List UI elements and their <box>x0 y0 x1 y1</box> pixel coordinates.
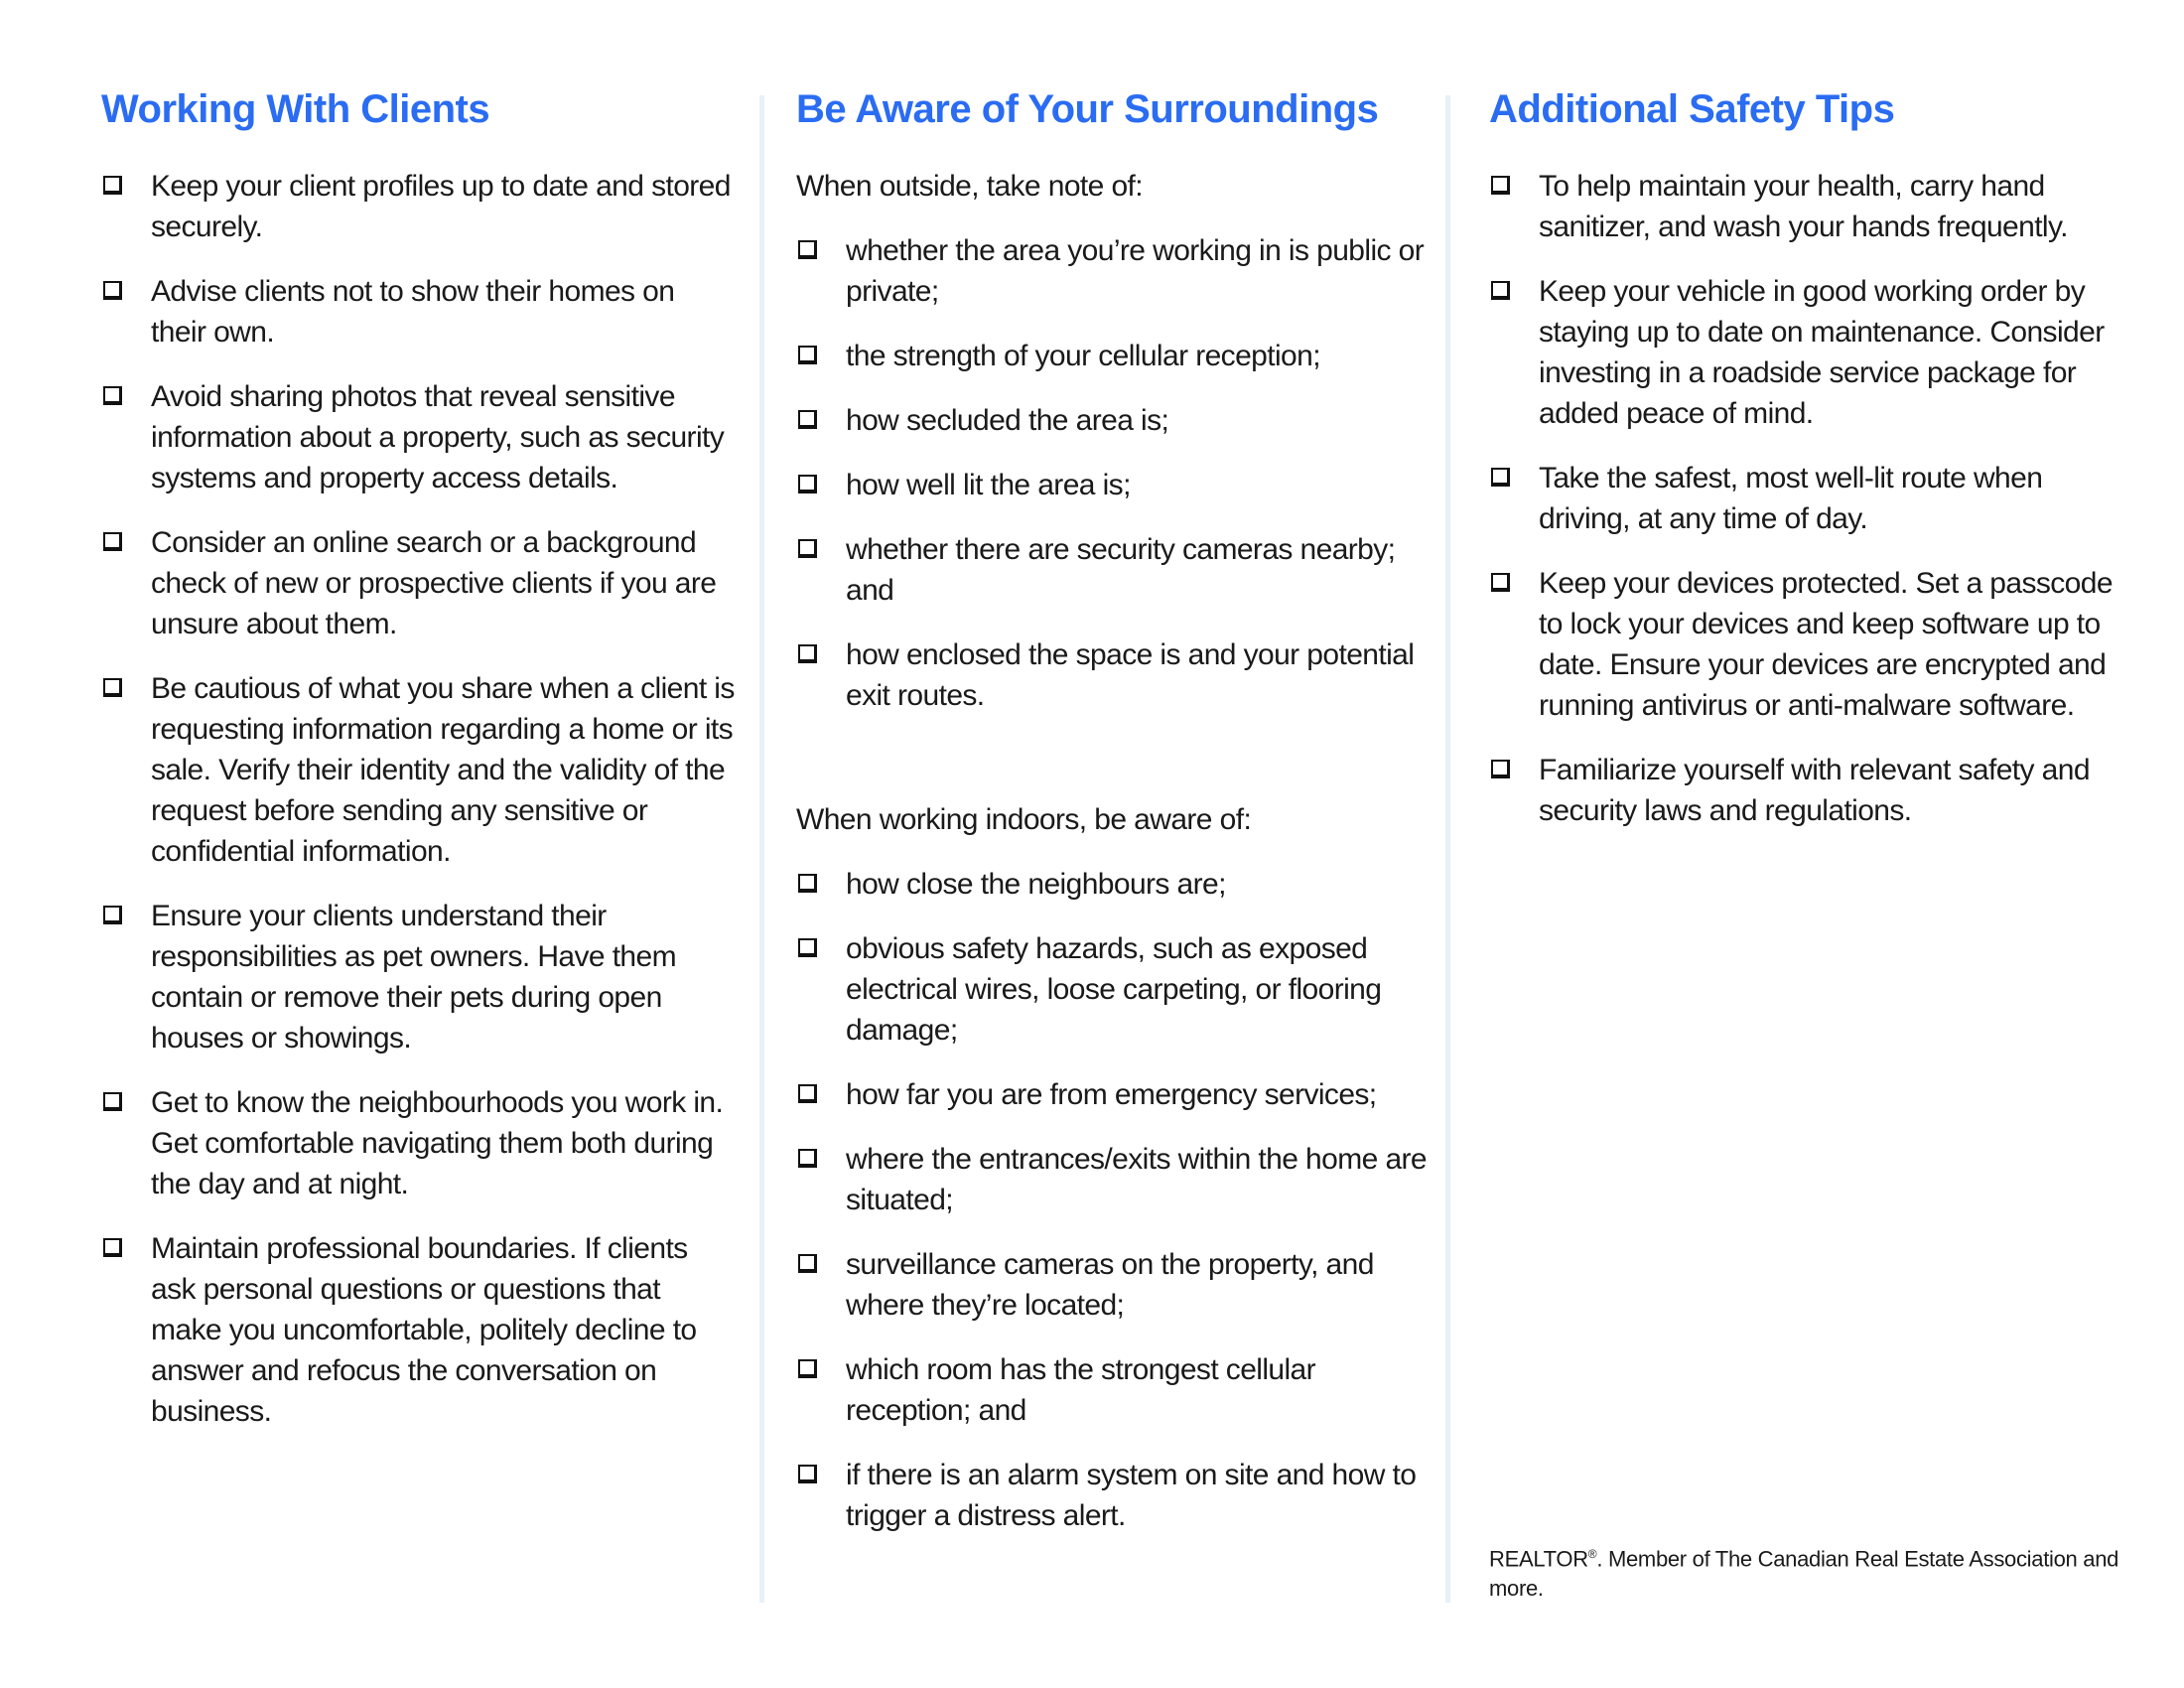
column-divider <box>759 95 764 1603</box>
item-text: To help maintain your health, carry hand sanitizer, and wash your hands frequently. <box>1539 170 2068 243</box>
checklist-item <box>101 271 737 352</box>
column-divider <box>1445 95 1450 1603</box>
checklist <box>1489 166 2124 831</box>
checklist-item <box>101 668 737 872</box>
checklist-item <box>101 1082 737 1204</box>
checkbox-icon <box>798 644 817 663</box>
item-text: Familiarize yourself with relevant safety and security laws and regulations. <box>1539 754 2090 827</box>
item-text: Take the safest, most well-lit route when driving, at any time of day. <box>1539 462 2043 535</box>
item-text: Maintain professional boundaries. If clients ask personal questions or questions that make you uncomfortable, politely decline to answer and refocus the conversation on business. <box>151 1232 697 1428</box>
item-text: how enclosed the space is and your potential exit routes. <box>846 638 1415 712</box>
checklist-item <box>1489 458 2124 539</box>
item-text: where the entrances/exits within the home are situated; <box>846 1143 1427 1216</box>
section-heading: Working With Clients <box>101 87 490 131</box>
checklist-item <box>796 634 1432 716</box>
item-text: how well lit the area is; <box>846 469 1131 501</box>
section-heading: Additional Safety Tips <box>1489 87 1895 131</box>
checkbox-icon <box>798 240 817 259</box>
checkbox-icon <box>103 281 122 300</box>
checkbox-icon <box>798 874 817 893</box>
checklist-item <box>796 1455 1432 1536</box>
item-text: whether the area you’re working in is public or private; <box>846 234 1425 308</box>
checklist-item <box>796 1244 1432 1326</box>
checkbox-icon <box>798 1359 817 1378</box>
item-text: Advise clients not to show their homes on their own. <box>151 275 675 349</box>
checkbox-icon <box>798 539 817 558</box>
checklist-item <box>796 1349 1432 1431</box>
registered-mark: ® <box>1587 1547 1597 1561</box>
checklist-item <box>101 376 737 498</box>
checkbox-icon <box>103 1238 122 1257</box>
item-text: how close the neighbours are; <box>846 868 1226 901</box>
item-text: obvious safety hazards, such as exposed electrical wires, loose carpeting, or flooring damage; <box>846 932 1382 1047</box>
column-surroundings <box>796 87 1432 1560</box>
checklist-item <box>1489 563 2124 726</box>
checkbox-icon <box>1491 573 1510 592</box>
item-text: Get to know the neighbourhoods you work in. Get comfortable navigating them both during the day and at night. <box>151 1086 724 1200</box>
checklist-item <box>1489 166 2124 247</box>
footer-prefix: REALTOR <box>1489 1546 1588 1572</box>
item-text: Avoid sharing photos that reveal sensitive information about a property, such as security systems and property access details. <box>151 380 725 494</box>
footer-note <box>1489 1539 2144 1604</box>
item-text: how secluded the area is; <box>846 404 1169 437</box>
checklist-item <box>1489 750 2124 831</box>
item-text: if there is an alarm system on site and how to trigger a distress alert. <box>846 1459 1417 1532</box>
checklist-item <box>101 896 737 1058</box>
checkbox-icon <box>798 1254 817 1273</box>
checkbox-icon <box>103 906 122 924</box>
checkbox-icon <box>798 1149 817 1168</box>
checklist-item <box>101 522 737 644</box>
checklist-item <box>101 166 737 247</box>
intro-outside: When outside, take note of: <box>796 170 1144 203</box>
section-heading: Be Aware of Your Surroundings <box>796 87 1379 131</box>
checkbox-icon <box>1491 760 1510 778</box>
checkbox-icon <box>103 532 122 551</box>
checkbox-icon <box>1491 176 1510 195</box>
item-text: Be cautious of what you share when a client is requesting information regarding a home or its sale. Verify their identity and the validity of the request before sending any sensitive or confidential information. <box>151 672 735 868</box>
checklist <box>101 166 737 1432</box>
item-text: Keep your vehicle in good working order by staying up to date on maintenance. Consider investing in a roadside service package for added peace of mind. <box>1539 275 2105 430</box>
item-text: how far you are from emergency services; <box>846 1078 1377 1111</box>
checkbox-icon <box>798 475 817 493</box>
checklist-item <box>796 336 1432 376</box>
checkbox-icon <box>103 678 122 697</box>
item-text: Keep your devices protected. Set a passcode to lock your devices and keep software up to date. Ensure your devices are encrypted and running antivirus or anti-malware software. <box>1539 567 2113 722</box>
checkbox-icon <box>103 1092 122 1111</box>
item-text: surveillance cameras on the property, and where they’re located; <box>846 1248 1374 1322</box>
checkbox-icon <box>798 346 817 364</box>
checkbox-icon <box>103 386 122 405</box>
checklist-item <box>796 465 1432 505</box>
checklist-item <box>796 529 1432 611</box>
checklist-item <box>796 400 1432 441</box>
checkbox-icon <box>798 1084 817 1103</box>
checkbox-icon <box>798 1465 817 1483</box>
checkbox-icon <box>1491 281 1510 300</box>
footer-text: . Member of The Canadian Real Estate Association and more. <box>1489 1546 2119 1602</box>
item-text: Ensure your clients understand their responsibilities as pet owners. Have them contain or remove their pets during open houses or showings. <box>151 900 676 1055</box>
checklist-item <box>1489 271 2124 434</box>
item-text: Keep your client profiles up to date and stored securely. <box>151 170 731 243</box>
checklist-item <box>101 1228 737 1432</box>
checklist-item <box>796 864 1432 905</box>
checkbox-icon <box>1491 468 1510 487</box>
checkbox-icon <box>103 176 122 195</box>
checklist-item <box>796 1074 1432 1115</box>
item-text: Consider an online search or a background check of new or prospective clients if you are unsure about them. <box>151 526 717 640</box>
intro-indoors: When working indoors, be aware of: <box>796 803 1252 836</box>
checklist-indoors <box>796 864 1432 1536</box>
item-text: the strength of your cellular reception; <box>846 340 1320 372</box>
item-text: which room has the strongest cellular reception; and <box>846 1353 1316 1427</box>
column-additional-tips <box>1489 87 2124 855</box>
checklist-item <box>796 928 1432 1051</box>
checkbox-icon <box>798 410 817 429</box>
item-text: whether there are security cameras nearby; and <box>846 533 1396 607</box>
column-working-with-clients <box>101 87 737 1456</box>
checklist-item <box>796 230 1432 312</box>
checklist-item <box>796 1139 1432 1220</box>
checklist-outside <box>796 230 1432 716</box>
checkbox-icon <box>798 938 817 957</box>
